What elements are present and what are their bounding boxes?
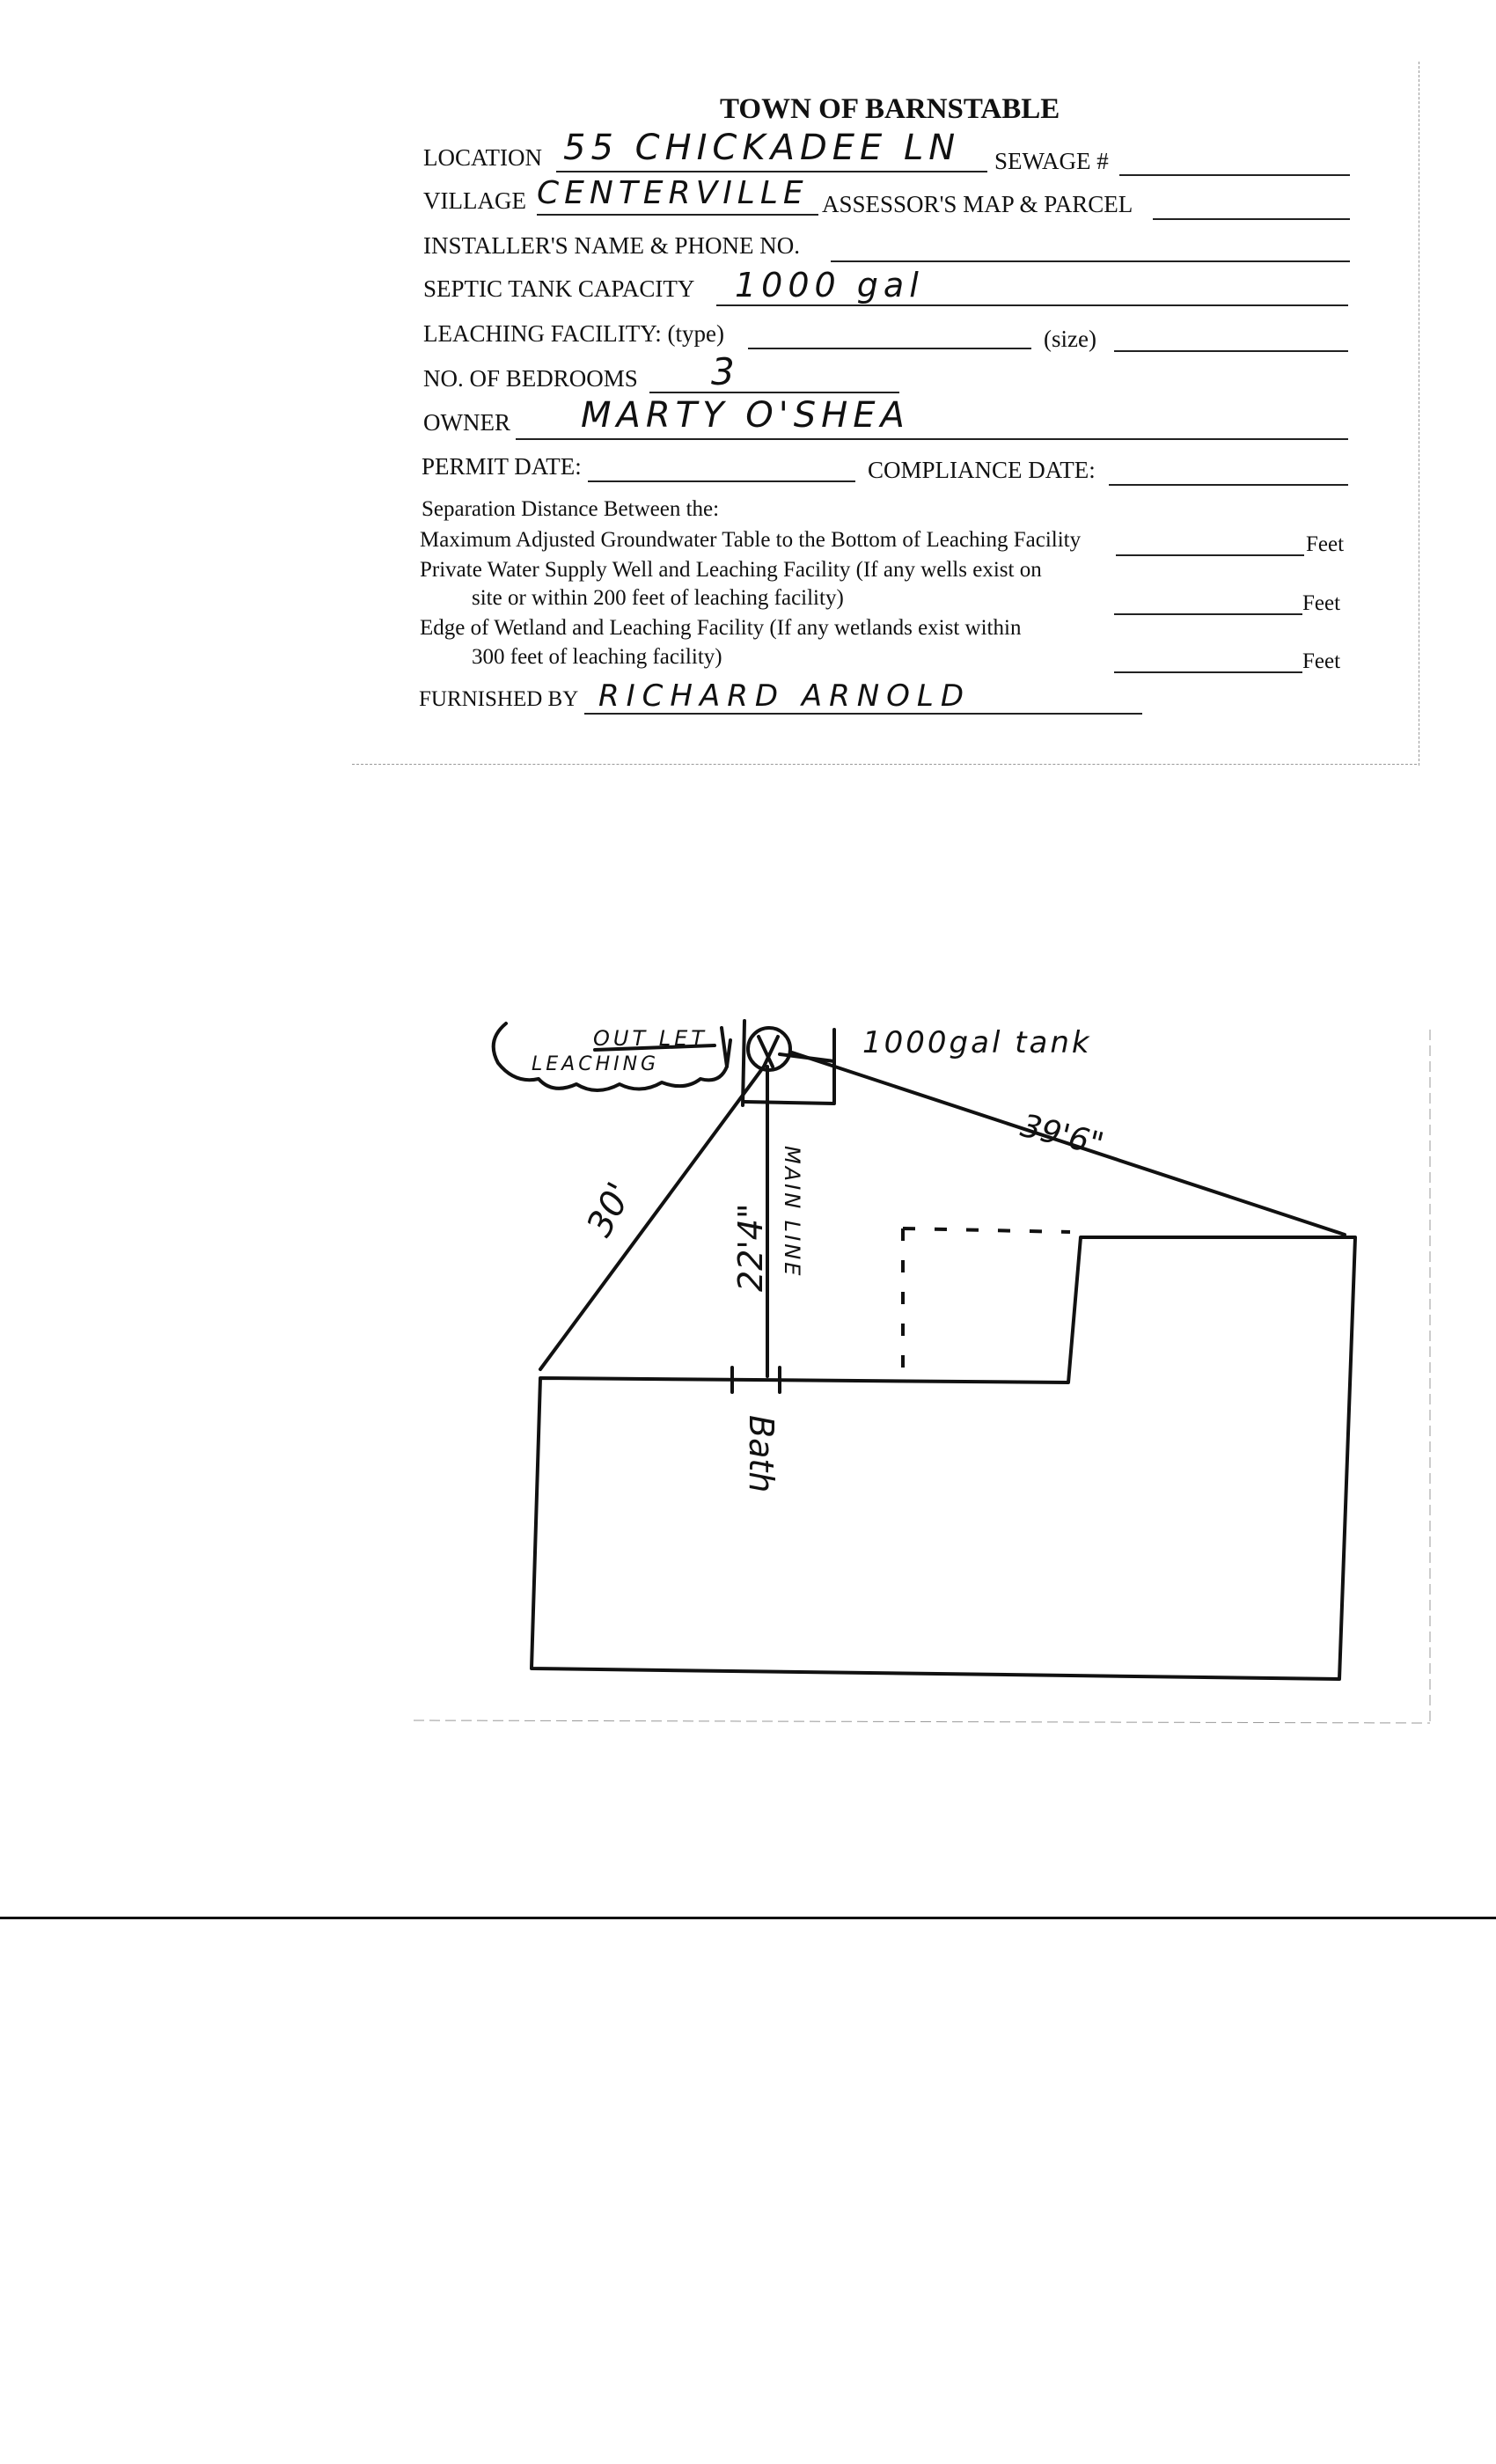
outlet-label: OUT LET — [593, 1026, 708, 1051]
tank-bottom-wall — [744, 1102, 834, 1104]
main-line-label: MAIN LINE — [780, 1146, 804, 1279]
location-label: LOCATION — [423, 144, 542, 171]
page-bottom-rule — [0, 1917, 1496, 1919]
installer-label: INSTALLER'S NAME & PHONE NO. — [423, 232, 800, 259]
form-title: TOWN OF BARNSTABLE — [720, 93, 1060, 125]
separation-well-line1: Private Water Supply Well and Leaching Facility (If any wells exist on — [420, 558, 1042, 582]
permit-date-label: PERMIT DATE: — [422, 453, 582, 480]
assessor-label: ASSESSOR'S MAP & PARCEL — [822, 191, 1133, 217]
location-value: 55 CHICKADEE LN — [563, 128, 961, 168]
separation-well-line2: site or within 200 feet of leaching facility) — [472, 586, 844, 610]
house-dashed-addition — [903, 1228, 1070, 1380]
separation-wetland-line1: Edge of Wetland and Leaching Facility (If any wetlands exist within — [420, 616, 1022, 640]
feet-unit-1: Feet — [1306, 532, 1345, 556]
furnished-by-value: RICHARD ARNOLD — [598, 678, 972, 714]
owner-label: OWNER — [423, 409, 510, 436]
dimension-main-line: 22'4" — [731, 1203, 770, 1292]
bedrooms-label: NO. OF BEDROOMS — [423, 365, 638, 392]
bedrooms-value: 3 — [711, 350, 740, 393]
dimension-diagonal: 30' — [579, 1176, 641, 1243]
sewage-label: SEWAGE # — [994, 148, 1109, 174]
village-label: VILLAGE — [423, 187, 526, 214]
furnished-by-label: FURNISHED BY — [419, 687, 579, 711]
diagonal-measure-line — [540, 1067, 764, 1369]
house-outline — [532, 1237, 1355, 1679]
bath-label: Bath — [742, 1415, 781, 1493]
size-label: (size) — [1044, 326, 1096, 352]
sketch-bottom-edge — [414, 1720, 1430, 1723]
feet-unit-3: Feet — [1302, 649, 1341, 673]
separation-wetland-line2: 300 feet of leaching facility) — [472, 645, 722, 669]
capacity-label: SEPTIC TANK CAPACITY — [423, 275, 695, 302]
feet-unit-2: Feet — [1302, 591, 1341, 615]
village-value: CENTERVILLE — [537, 175, 809, 211]
compliance-date-label: COMPLIANCE DATE: — [868, 457, 1096, 483]
separation-heading: Separation Distance Between the: — [422, 497, 720, 521]
capacity-value: 1000 gal — [735, 266, 924, 304]
leaching-label: LEACHING — [532, 1053, 660, 1075]
tank-outlet-circle — [748, 1028, 790, 1070]
separation-groundwater: Maximum Adjusted Groundwater Table to the Bottom of Leaching Facility — [420, 528, 1082, 552]
leaching-facility-label: LEACHING FACILITY: (type) — [423, 320, 724, 347]
outlet-tick — [722, 1028, 727, 1067]
dimension-tank-corner: 39'6" — [1016, 1107, 1108, 1163]
tank-label: 1000gal tank — [862, 1025, 1092, 1060]
owner-value: MARTY O'SHEA — [581, 395, 910, 436]
